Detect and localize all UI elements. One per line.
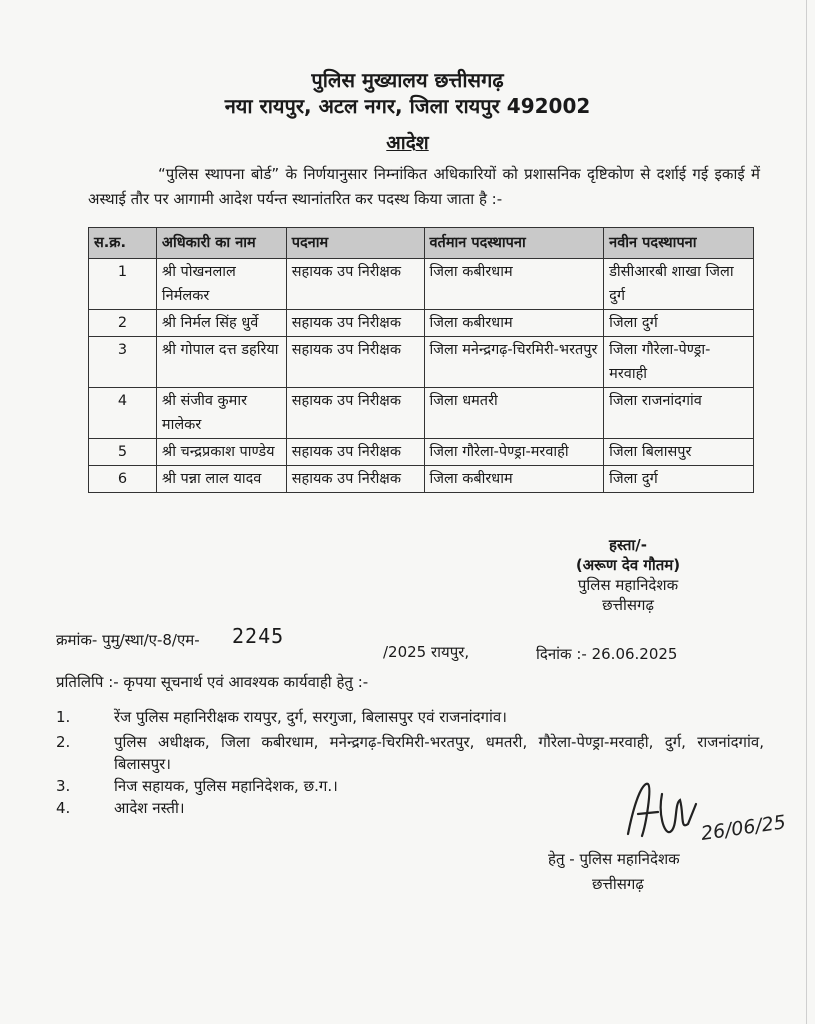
handwritten-date: 26/06/25 xyxy=(699,811,788,845)
row-serial: 1 xyxy=(89,259,157,310)
list-item-text: रेंज पुलिस महानिरीक्षक रायपुर, दुर्ग, सरगुजा, बिलासपुर एवं राजनांदगांव। xyxy=(114,708,507,726)
table-row xyxy=(89,259,754,310)
row-new-posting: जिला गौरेला-पेण्ड्रा-मरवाही xyxy=(604,337,754,388)
list-item-text: निज सहायक, पुलिस महानिदेशक, छ.ग.। xyxy=(114,777,338,795)
list-item xyxy=(56,706,766,730)
row-designation: सहायक उप निरीक्षक xyxy=(286,439,424,466)
list-item-number: 1. xyxy=(56,708,71,726)
row-serial: 2 xyxy=(89,310,157,337)
signatory-state: छत्तीसगढ़ xyxy=(602,596,654,614)
table-row xyxy=(89,466,754,493)
handwritten-signature-icon xyxy=(618,774,788,854)
row-current-posting: जिला मनेन्द्रगढ़-चिरमिरी-भरतपुर xyxy=(424,337,604,388)
list-item-text: पुलिस अधीक्षक, जिला कबीरधाम, मनेन्द्रगढ़-चिरमिरी-भरतपुर, धमतरी, गौरेला-पेण्ड्रा-मरवाही, दुर्ग, राजनांदगांव, बिलासपुर। xyxy=(114,733,764,773)
header-address: नया रायपुर, अटल नगर, जिला रायपुर 492002 xyxy=(224,94,591,118)
row-designation: सहायक उप निरीक्षक xyxy=(286,337,424,388)
order-intro-paragraph: “पुलिस स्थापना बोर्ड” के निर्णयानुसार निम्नांकित अधिकारियों को प्रशासनिक दृष्टिकोण से दर्शाई गई इकाई में अस्थाई तौर पर आगामी आदेश पर्यन्त स्थानांतरित कर पदस्थ किया जाता है :- xyxy=(88,165,760,208)
header-office: पुलिस मुख्यालय छत्तीसगढ़ xyxy=(311,68,504,92)
row-designation: सहायक उप निरीक्षक xyxy=(286,259,424,310)
table-header-row xyxy=(89,228,754,259)
row-serial: 3 xyxy=(89,337,157,388)
column-header-officer-name: अधिकारी का नाम xyxy=(156,228,286,259)
reference-number-handwritten: 2245 xyxy=(232,624,285,648)
table-row xyxy=(89,310,754,337)
signed-mark: हस्ता/- xyxy=(609,536,647,554)
row-current-posting: जिला कबीरधाम xyxy=(424,310,604,337)
row-serial: 4 xyxy=(89,388,157,439)
column-header-current-posting: वर्तमान पदस्थापना xyxy=(424,228,604,259)
list-item xyxy=(56,731,766,775)
row-new-posting: डीसीआरबी शाखा जिला दुर्ग xyxy=(604,259,754,310)
list-item-number: 2. xyxy=(56,733,71,751)
reference-year-place: /2025 रायपुर, xyxy=(383,643,470,661)
row-officer-name: श्री निर्मल सिंह धुर्वे xyxy=(156,310,286,337)
row-officer-name: श्री चन्द्रप्रकाश पाण्डेय xyxy=(156,439,286,466)
list-item-text: आदेश नस्ती। xyxy=(114,799,185,817)
column-header-designation: पदनाम xyxy=(286,228,424,259)
column-header-new-posting: नवीन पदस्थापना xyxy=(604,228,754,259)
row-officer-name: श्री गोपाल दत्त डहरिया xyxy=(156,337,286,388)
row-officer-name: श्री पोखनलाल निर्मलकर xyxy=(156,259,286,310)
row-designation: सहायक उप निरीक्षक xyxy=(286,466,424,493)
row-serial: 6 xyxy=(89,466,157,493)
row-designation: सहायक उप निरीक्षक xyxy=(286,388,424,439)
footer-on-behalf: हेतु - पुलिस महानिदेशक xyxy=(548,850,680,868)
reference-date: दिनांक :- 26.06.2025 xyxy=(536,645,678,663)
copy-to-intro: प्रतिलिपि :- कृपया सूचनार्थ एवं आवश्यक कार्यवाही हेतु :- xyxy=(56,673,369,691)
column-header-serial: स.क्र. xyxy=(89,228,157,259)
row-serial: 5 xyxy=(89,439,157,466)
row-new-posting: जिला राजनांदगांव xyxy=(604,388,754,439)
table-row xyxy=(89,388,754,439)
row-new-posting: जिला बिलासपुर xyxy=(604,439,754,466)
list-item-number: 3. xyxy=(56,777,71,795)
row-current-posting: जिला कबीरधाम xyxy=(424,259,604,310)
footer-state: छत्तीसगढ़ xyxy=(592,875,644,893)
table-row xyxy=(89,337,754,388)
row-new-posting: जिला दुर्ग xyxy=(604,466,754,493)
reference-prefix: क्रमांक- पुमु/स्था/ए-8/एम- xyxy=(56,631,200,649)
signatory-name: (अरूण देव गौतम) xyxy=(575,556,681,574)
row-current-posting: जिला धमतरी xyxy=(424,388,604,439)
transfer-table xyxy=(88,227,754,493)
row-officer-name: श्री संजीव कुमार मालेकर xyxy=(156,388,286,439)
signatory-block xyxy=(548,535,708,615)
row-new-posting: जिला दुर्ग xyxy=(604,310,754,337)
row-current-posting: जिला गौरेला-पेण्ड्रा-मरवाही xyxy=(424,439,604,466)
table-row xyxy=(89,439,754,466)
signatory-designation: पुलिस महानिदेशक xyxy=(577,576,679,594)
row-designation: सहायक उप निरीक्षक xyxy=(286,310,424,337)
row-current-posting: जिला कबीरधाम xyxy=(424,466,604,493)
order-title: आदेश xyxy=(386,132,429,154)
list-item-number: 4. xyxy=(56,799,71,817)
row-officer-name: श्री पन्ना लाल यादव xyxy=(156,466,286,493)
